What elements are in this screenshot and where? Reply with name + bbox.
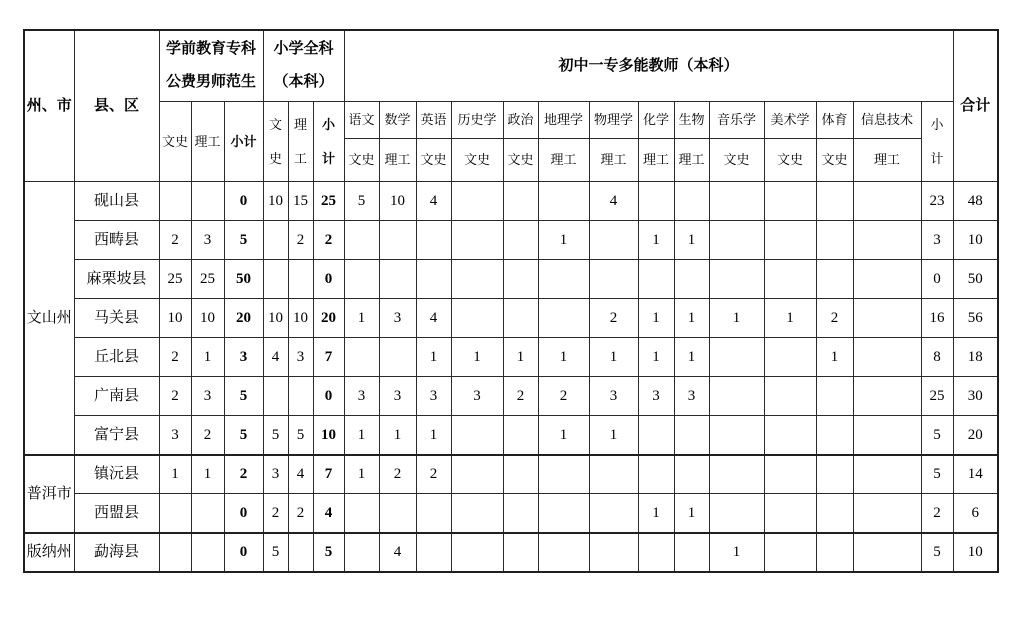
data-cell-preschool-wenshi: 1 [159, 455, 191, 494]
data-cell-pe [816, 221, 853, 260]
data-cell-politics [503, 221, 538, 260]
data-cell-it [853, 455, 921, 494]
data-cell-music [709, 221, 764, 260]
table-row [24, 338, 998, 377]
header-stream-physics: 理工 [589, 139, 638, 182]
header-primary-subtotal [313, 102, 344, 182]
county-cell: 砚山县 [74, 182, 159, 221]
data-cell-pe: 1 [816, 338, 853, 377]
header-preschool-wenshi: 文史 [159, 102, 191, 182]
data-cell-preschool-subtotal: 5 [224, 221, 263, 260]
data-cell-total: 30 [953, 377, 998, 416]
data-cell-history: 1 [451, 338, 503, 377]
data-cell-geography: 1 [538, 416, 589, 455]
data-cell-primary-ligong [288, 533, 313, 572]
data-cell-total: 48 [953, 182, 998, 221]
table-row [24, 182, 998, 221]
header-subject-art: 美术学 [764, 102, 816, 139]
data-cell-history [451, 221, 503, 260]
data-cell-art [764, 338, 816, 377]
data-cell-primary-subtotal: 2 [313, 221, 344, 260]
data-cell-preschool-ligong: 3 [191, 221, 224, 260]
data-cell-geography [538, 299, 589, 338]
header-subject-geography: 地理学 [538, 102, 589, 139]
data-cell-total: 14 [953, 455, 998, 494]
county-cell: 镇沅县 [74, 455, 159, 494]
data-cell-geography [538, 182, 589, 221]
data-cell-music [709, 455, 764, 494]
data-cell-preschool-wenshi: 3 [159, 416, 191, 455]
data-cell-politics: 2 [503, 377, 538, 416]
header-subject-math: 数学 [379, 102, 416, 139]
header-stream-pe: 文史 [816, 139, 853, 182]
data-cell-total: 20 [953, 416, 998, 455]
header-region-col: 州、市 [24, 30, 74, 182]
header-subject-chemistry: 化学 [638, 102, 674, 139]
data-cell-math: 3 [379, 299, 416, 338]
header-subject-physics: 物理学 [589, 102, 638, 139]
middle-subtotal-top: 小 [930, 116, 944, 132]
data-cell-primary-ligong: 5 [288, 416, 313, 455]
data-cell-it [853, 260, 921, 299]
header-stream-english: 文史 [416, 139, 451, 182]
header-subject-history: 历史学 [451, 102, 503, 139]
data-cell-preschool-ligong: 25 [191, 260, 224, 299]
data-cell-middle-subtotal: 5 [921, 416, 953, 455]
data-cell-pe [816, 455, 853, 494]
data-cell-pe [816, 260, 853, 299]
table-row [24, 299, 998, 338]
data-cell-physics [589, 494, 638, 533]
data-cell-chemistry [638, 416, 674, 455]
data-cell-pe [816, 533, 853, 572]
data-cell-english [416, 260, 451, 299]
data-cell-preschool-subtotal: 0 [224, 533, 263, 572]
county-cell: 马关县 [74, 299, 159, 338]
data-cell-primary-ligong: 3 [288, 338, 313, 377]
data-cell-it [853, 494, 921, 533]
data-cell-math: 3 [379, 377, 416, 416]
header-primary-group [263, 30, 344, 102]
table-row [24, 455, 998, 494]
data-cell-preschool-wenshi: 25 [159, 260, 191, 299]
data-cell-middle-subtotal: 5 [921, 455, 953, 494]
header-primary-ligong [288, 102, 313, 182]
data-cell-chinese: 1 [344, 455, 379, 494]
data-cell-primary-subtotal: 0 [313, 377, 344, 416]
data-cell-it [853, 221, 921, 260]
data-cell-biology [674, 533, 709, 572]
header-county-col: 县、区 [74, 30, 159, 182]
header-subject-it: 信息技术 [853, 102, 921, 139]
header-stream-politics: 文史 [503, 139, 538, 182]
data-cell-biology [674, 260, 709, 299]
data-cell-total: 10 [953, 533, 998, 572]
data-cell-primary-wenshi: 4 [263, 338, 288, 377]
preschool-title-line2: 公费男师范生 [165, 74, 256, 90]
data-cell-art [764, 221, 816, 260]
data-cell-preschool-ligong: 1 [191, 455, 224, 494]
data-cell-geography [538, 455, 589, 494]
data-cell-history [451, 416, 503, 455]
data-cell-chinese: 3 [344, 377, 379, 416]
data-cell-primary-wenshi [263, 377, 288, 416]
data-cell-preschool-ligong [191, 494, 224, 533]
data-cell-music [709, 416, 764, 455]
data-cell-history [451, 455, 503, 494]
data-cell-primary-ligong: 10 [288, 299, 313, 338]
data-cell-preschool-subtotal: 20 [224, 299, 263, 338]
data-cell-chemistry: 1 [638, 221, 674, 260]
header-subject-english: 英语 [416, 102, 451, 139]
region-cell: 文山州 [24, 182, 74, 455]
data-cell-physics: 2 [589, 299, 638, 338]
data-cell-music [709, 182, 764, 221]
header-preschool-ligong: 理工 [191, 102, 224, 182]
header-stream-math: 理工 [379, 139, 416, 182]
data-cell-primary-ligong [288, 260, 313, 299]
data-cell-middle-subtotal: 2 [921, 494, 953, 533]
primary-wenshi-top: 文 [268, 116, 282, 132]
data-cell-chemistry: 1 [638, 299, 674, 338]
data-cell-music [709, 494, 764, 533]
data-cell-politics [503, 416, 538, 455]
county-cell: 丘北县 [74, 338, 159, 377]
data-cell-total: 6 [953, 494, 998, 533]
data-cell-geography [538, 260, 589, 299]
data-cell-biology: 1 [674, 299, 709, 338]
data-cell-politics [503, 533, 538, 572]
data-cell-preschool-ligong: 10 [191, 299, 224, 338]
data-cell-it [853, 299, 921, 338]
data-cell-pe: 2 [816, 299, 853, 338]
data-cell-art [764, 260, 816, 299]
table-row [24, 416, 998, 455]
table-row [24, 260, 998, 299]
data-cell-politics [503, 494, 538, 533]
primary-title-line1: 小学全科 [273, 41, 334, 57]
data-cell-middle-subtotal: 5 [921, 533, 953, 572]
preschool-title-line1: 学前教育专科 [165, 41, 256, 57]
header-primary-wenshi [263, 102, 288, 182]
data-cell-art: 1 [764, 299, 816, 338]
header-stream-history: 文史 [451, 139, 503, 182]
primary-subtotal-bottom: 计 [321, 150, 335, 166]
header-subject-chinese: 语文 [344, 102, 379, 139]
data-cell-preschool-wenshi: 10 [159, 299, 191, 338]
data-cell-primary-ligong: 2 [288, 494, 313, 533]
data-cell-english: 1 [416, 416, 451, 455]
data-cell-chinese [344, 533, 379, 572]
primary-ligong-top: 理 [293, 116, 307, 132]
data-cell-music [709, 377, 764, 416]
data-cell-primary-wenshi [263, 260, 288, 299]
data-cell-primary-wenshi [263, 221, 288, 260]
data-cell-preschool-ligong: 2 [191, 416, 224, 455]
data-cell-total: 50 [953, 260, 998, 299]
header-stream-music: 文史 [709, 139, 764, 182]
middle-subtotal-bottom: 计 [930, 150, 944, 166]
data-cell-english: 2 [416, 455, 451, 494]
data-cell-chinese: 1 [344, 416, 379, 455]
data-cell-physics: 4 [589, 182, 638, 221]
data-cell-it [853, 338, 921, 377]
data-cell-total: 56 [953, 299, 998, 338]
data-cell-math [379, 494, 416, 533]
data-cell-primary-wenshi: 2 [263, 494, 288, 533]
data-cell-english [416, 533, 451, 572]
primary-title-line2: （本科） [273, 74, 334, 90]
header-middle-subtotal [921, 102, 953, 182]
data-cell-preschool-wenshi [159, 494, 191, 533]
data-cell-pe [816, 182, 853, 221]
data-cell-math [379, 338, 416, 377]
header-stream-geography: 理工 [538, 139, 589, 182]
data-cell-physics [589, 533, 638, 572]
data-cell-geography: 2 [538, 377, 589, 416]
data-cell-history [451, 299, 503, 338]
data-cell-politics [503, 260, 538, 299]
data-cell-preschool-ligong: 3 [191, 377, 224, 416]
table-row [24, 377, 998, 416]
data-cell-physics [589, 221, 638, 260]
data-cell-preschool-subtotal: 2 [224, 455, 263, 494]
data-cell-physics: 3 [589, 377, 638, 416]
data-cell-primary-subtotal: 5 [313, 533, 344, 572]
data-cell-english: 1 [416, 338, 451, 377]
data-cell-physics: 1 [589, 338, 638, 377]
data-cell-chinese: 5 [344, 182, 379, 221]
data-cell-biology: 1 [674, 221, 709, 260]
county-cell: 勐海县 [74, 533, 159, 572]
data-cell-pe [816, 416, 853, 455]
data-cell-geography: 1 [538, 221, 589, 260]
data-cell-preschool-subtotal: 5 [224, 416, 263, 455]
data-cell-primary-subtotal: 4 [313, 494, 344, 533]
data-cell-biology [674, 455, 709, 494]
data-cell-primary-ligong: 15 [288, 182, 313, 221]
data-cell-primary-subtotal: 10 [313, 416, 344, 455]
data-cell-it [853, 377, 921, 416]
data-cell-art [764, 182, 816, 221]
primary-ligong-bottom: 工 [293, 150, 307, 166]
data-cell-chinese [344, 494, 379, 533]
data-cell-preschool-subtotal: 0 [224, 182, 263, 221]
data-cell-chinese [344, 221, 379, 260]
data-cell-preschool-ligong [191, 533, 224, 572]
data-cell-english: 4 [416, 299, 451, 338]
data-cell-english: 3 [416, 377, 451, 416]
data-cell-chemistry: 3 [638, 377, 674, 416]
data-cell-physics [589, 455, 638, 494]
county-cell: 西盟县 [74, 494, 159, 533]
data-cell-preschool-wenshi [159, 182, 191, 221]
data-cell-politics [503, 182, 538, 221]
data-cell-history [451, 260, 503, 299]
data-cell-history [451, 494, 503, 533]
data-cell-art [764, 377, 816, 416]
data-cell-preschool-wenshi: 2 [159, 221, 191, 260]
data-cell-chemistry: 1 [638, 338, 674, 377]
header-preschool-subtotal: 小计 [224, 102, 263, 182]
data-cell-primary-wenshi: 10 [263, 299, 288, 338]
data-cell-primary-ligong: 4 [288, 455, 313, 494]
data-cell-preschool-subtotal: 5 [224, 377, 263, 416]
data-cell-primary-wenshi: 3 [263, 455, 288, 494]
data-cell-biology [674, 182, 709, 221]
data-cell-primary-ligong [288, 377, 313, 416]
data-cell-primary-ligong: 2 [288, 221, 313, 260]
data-cell-primary-subtotal: 25 [313, 182, 344, 221]
header-subject-music: 音乐学 [709, 102, 764, 139]
data-cell-politics [503, 299, 538, 338]
data-cell-primary-subtotal: 20 [313, 299, 344, 338]
data-cell-chinese [344, 338, 379, 377]
data-cell-politics [503, 455, 538, 494]
data-cell-preschool-ligong: 1 [191, 338, 224, 377]
primary-wenshi-bottom: 史 [268, 150, 282, 166]
header-subject-politics: 政治 [503, 102, 538, 139]
data-cell-math: 4 [379, 533, 416, 572]
data-cell-history [451, 533, 503, 572]
data-cell-art [764, 533, 816, 572]
data-cell-preschool-subtotal: 50 [224, 260, 263, 299]
data-cell-geography [538, 533, 589, 572]
header-subject-pe: 体育 [816, 102, 853, 139]
data-cell-pe [816, 377, 853, 416]
header-middle-group: 初中一专多能教师（本科） [344, 30, 953, 102]
data-cell-middle-subtotal: 23 [921, 182, 953, 221]
data-cell-it [853, 416, 921, 455]
data-cell-biology: 1 [674, 494, 709, 533]
data-cell-art [764, 455, 816, 494]
data-cell-pe [816, 494, 853, 533]
data-cell-preschool-subtotal: 0 [224, 494, 263, 533]
data-cell-middle-subtotal: 3 [921, 221, 953, 260]
data-cell-primary-wenshi: 10 [263, 182, 288, 221]
data-cell-it [853, 533, 921, 572]
county-cell: 麻栗坡县 [74, 260, 159, 299]
data-cell-music [709, 338, 764, 377]
data-cell-english [416, 494, 451, 533]
county-cell: 西畴县 [74, 221, 159, 260]
data-cell-primary-subtotal: 0 [313, 260, 344, 299]
data-cell-chinese: 1 [344, 299, 379, 338]
data-cell-geography [538, 494, 589, 533]
data-cell-chemistry [638, 260, 674, 299]
header-total-col: 合计 [953, 30, 998, 182]
data-cell-math [379, 260, 416, 299]
teacher-recruitment-table [23, 29, 999, 573]
data-cell-middle-subtotal: 8 [921, 338, 953, 377]
data-cell-geography: 1 [538, 338, 589, 377]
header-stream-it: 理工 [853, 139, 921, 182]
header-stream-chemistry: 理工 [638, 139, 674, 182]
header-stream-biology: 理工 [674, 139, 709, 182]
data-cell-math [379, 221, 416, 260]
county-cell: 广南县 [74, 377, 159, 416]
data-cell-math: 1 [379, 416, 416, 455]
data-cell-music [709, 260, 764, 299]
data-cell-physics [589, 260, 638, 299]
data-cell-primary-subtotal: 7 [313, 338, 344, 377]
data-cell-primary-subtotal: 7 [313, 455, 344, 494]
data-cell-middle-subtotal: 0 [921, 260, 953, 299]
data-cell-total: 18 [953, 338, 998, 377]
data-cell-it [853, 182, 921, 221]
table-row [24, 494, 998, 533]
data-cell-primary-wenshi: 5 [263, 416, 288, 455]
data-cell-preschool-subtotal: 3 [224, 338, 263, 377]
data-cell-chemistry: 1 [638, 494, 674, 533]
data-cell-preschool-wenshi [159, 533, 191, 572]
data-cell-preschool-wenshi: 2 [159, 338, 191, 377]
table-row [24, 533, 998, 572]
header-preschool-group [159, 30, 263, 102]
data-cell-biology: 1 [674, 338, 709, 377]
data-cell-art [764, 416, 816, 455]
data-cell-chemistry [638, 182, 674, 221]
region-cell: 版纳州 [24, 533, 74, 572]
data-cell-politics: 1 [503, 338, 538, 377]
data-cell-middle-subtotal: 16 [921, 299, 953, 338]
data-cell-history [451, 182, 503, 221]
header-stream-art: 文史 [764, 139, 816, 182]
data-cell-middle-subtotal: 25 [921, 377, 953, 416]
data-cell-english [416, 221, 451, 260]
data-cell-math: 10 [379, 182, 416, 221]
data-cell-music: 1 [709, 299, 764, 338]
data-cell-art [764, 494, 816, 533]
data-cell-biology: 3 [674, 377, 709, 416]
data-cell-chinese [344, 260, 379, 299]
data-cell-biology [674, 416, 709, 455]
data-cell-chemistry [638, 455, 674, 494]
data-cell-primary-wenshi: 5 [263, 533, 288, 572]
county-cell: 富宁县 [74, 416, 159, 455]
data-cell-physics: 1 [589, 416, 638, 455]
table-row [24, 221, 998, 260]
data-cell-english: 4 [416, 182, 451, 221]
header-subject-biology: 生物 [674, 102, 709, 139]
data-cell-history: 3 [451, 377, 503, 416]
primary-subtotal-top: 小 [321, 116, 335, 132]
region-cell: 普洱市 [24, 455, 74, 533]
data-cell-math: 2 [379, 455, 416, 494]
data-cell-music: 1 [709, 533, 764, 572]
data-cell-preschool-ligong [191, 182, 224, 221]
data-cell-chemistry [638, 533, 674, 572]
data-cell-preschool-wenshi: 2 [159, 377, 191, 416]
header-stream-chinese: 文史 [344, 139, 379, 182]
data-cell-total: 10 [953, 221, 998, 260]
